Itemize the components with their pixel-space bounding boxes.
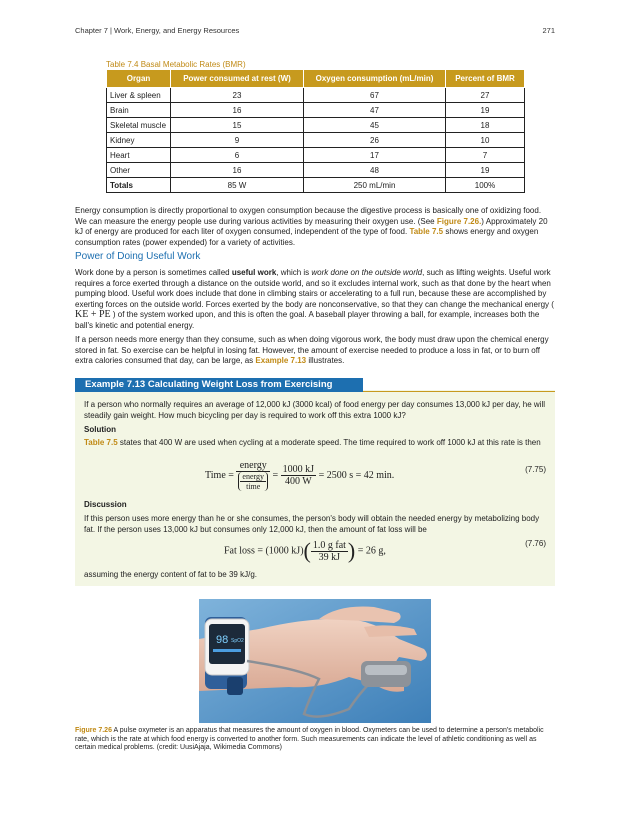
example-closing: assuming the energy content of fat to be 39 kJ/g. — [84, 570, 257, 579]
table-cell: Totals — [107, 178, 171, 193]
table-row — [107, 118, 525, 133]
table-row — [107, 148, 525, 163]
table-cell: Liver & spleen — [107, 88, 171, 103]
solution-label: Solution — [84, 425, 116, 434]
eq-lhs: Time = — [205, 469, 234, 481]
table-link[interactable]: Table 7.5 — [409, 227, 444, 237]
table-cell: 67 — [304, 88, 446, 103]
equation-number: (7.75) — [525, 465, 546, 474]
fraction-fat-per-kj — [311, 540, 348, 563]
table-cell: 250 mL/min — [304, 178, 446, 193]
table-row — [107, 163, 525, 178]
text-run: , which is — [276, 268, 312, 277]
text-run: states that 400 W are used when cycling at a moderate speed. The time required to work off 1000 kJ at this rate is then — [117, 438, 541, 447]
table-caption: Table 7.4 Basal Metabolic Rates (BMR) — [106, 60, 246, 69]
table-cell: 10 — [446, 133, 525, 148]
frac-numerator: 1.0 g fat — [312, 539, 346, 551]
table-cell: 15 — [171, 118, 304, 133]
table-cell: 7 — [446, 148, 525, 163]
table-cell: Brain — [107, 103, 171, 118]
table-totals-row — [107, 178, 525, 193]
table-cell: 23 — [171, 88, 304, 103]
photo-illustration — [199, 599, 431, 723]
table-cell: 9 — [171, 133, 304, 148]
equation-7-75 — [205, 460, 394, 491]
text-run: Work done by a person is sometimes called — [75, 268, 232, 277]
table-cell: Skeletal muscle — [107, 118, 171, 133]
example-problem: If a person who normally requires an average of 12,000 kJ (3000 kcal) of food energy per day consumes 13,000 kJ per day, he will steadily gain weight. How much bicycling per day is required to work off this extra 1000 kJ? — [84, 400, 545, 420]
table-cell: 85 W — [171, 178, 304, 193]
table-cell: 26 — [304, 133, 446, 148]
bmr-table — [106, 69, 525, 193]
frac-denominator: 39 kJ — [318, 551, 341, 563]
figure-link[interactable]: Figure 7.26. — [436, 216, 482, 226]
figure-label: Figure 7.26 — [75, 727, 112, 734]
caption-text: A pulse oxymeter is an apparatus that measures the amount of oxygen in blood. Oxymeters can be used to determine a person's metabolic rate, which is the rate at which food energy is converted to another form. Such measurements can indicate the level of athletic conditioning as well as certain medical problems. (credit: UusiAjaja, Wikimedia Commons) — [75, 727, 544, 752]
discussion-label: Discussion — [84, 500, 127, 509]
paragraph-fat-loss — [75, 335, 555, 367]
frac-denominator: 400 W — [284, 476, 312, 487]
text-run: illustrates. — [306, 356, 345, 366]
text-run: If a person needs more energy than they consume, such as when doing vigorous work, the body must draw upon the chemical energy stored in fat. So exercise can be helpful in losing fat. However, the amount of exercise needed to produce a loss in fat, or to burn off extra calories consumed that day, can be large, as — [75, 335, 549, 366]
text-run: shows energy and oxygen consumption rates (power expended) for a variety of activities. — [75, 227, 539, 247]
section-title: Power of Doing Useful Work — [75, 251, 201, 262]
eq-sign: = — [272, 469, 279, 481]
frac-denominator — [236, 472, 270, 491]
table-cell: 19 — [446, 103, 525, 118]
table-row — [107, 103, 525, 118]
screen-sub: SpO2 — [231, 638, 244, 644]
table-cell: Kidney — [107, 133, 171, 148]
table-cell: 47 — [304, 103, 446, 118]
column-header: Power consumed at rest (W) — [171, 70, 304, 88]
screen-reading: 98 — [216, 634, 229, 646]
fraction-kj-over-w — [281, 464, 316, 487]
table-cell: 16 — [171, 103, 304, 118]
paragraph-useful-work — [75, 268, 555, 332]
table-cell: 16 — [171, 163, 304, 178]
frac-numerator: energy — [242, 472, 265, 481]
column-header: Percent of BMR — [446, 70, 525, 88]
solution-text — [84, 438, 546, 449]
table-cell: 17 — [304, 148, 446, 163]
text-run: , such as lifting weights. Useful work requires a force exerted through a distance on the outside world, and so it excludes internal work, such as that done by the heart when pumping blood. Useful work does include that done in climbing stairs or accelerating to a full run, because these are accomplished by exerting forces on the outside world. Forces exerted by the body are nonconservative, so that they can change the mechanical energy ( — [75, 268, 554, 309]
table-cell: 6 — [171, 148, 304, 163]
text-run: ) Approximately 20 kJ of energy are produced for each liter of oxygen consumed, independent of the type of food. — [75, 216, 548, 237]
example-link[interactable]: Example 7.13 — [255, 356, 307, 366]
math-ke-pe: KE + PE — [75, 309, 111, 321]
eq-rhs: = 26 g, — [357, 545, 386, 557]
table-header-row — [107, 70, 525, 88]
table-row — [107, 133, 525, 148]
chapter-title: Chapter 7 | Work, Energy, and Energy Resources — [75, 26, 240, 35]
column-header: Organ — [107, 70, 171, 88]
term-useful-work: useful work — [231, 268, 277, 277]
table-cell: 48 — [304, 163, 446, 178]
definition-italic: work done on the outside world — [311, 268, 423, 277]
equation-7-76: Fat loss = (1000 kJ)( $\frac{\text{1.0 g fat}}{39 kJ}$ ) = 26 g, — [224, 538, 386, 563]
frac-denominator: time — [246, 482, 261, 491]
discussion-text: If this person uses more energy than he or she consumes, the person's body will obtain the needed energy by metabolizing body fat. If the person uses 13,000 kJ but consumes only 12,000 kJ, then the amount of fat loss will be — [84, 514, 540, 534]
table-row — [107, 88, 525, 103]
page-number: 271 — [542, 26, 555, 35]
frac-numerator: energy — [236, 460, 270, 472]
table-cell: 18 — [446, 118, 525, 133]
table-cell: Heart — [107, 148, 171, 163]
eq-rhs: = 2500 s = 42 min. — [318, 469, 395, 481]
table-cell: 45 — [304, 118, 446, 133]
nested-fraction — [238, 472, 268, 491]
fraction-energy-over-rate — [236, 460, 270, 491]
table-cell: 19 — [446, 163, 525, 178]
paragraph-energy-consumption — [75, 206, 555, 248]
pulse-oximeter-photo — [199, 599, 431, 723]
page-header — [75, 26, 555, 35]
eq-lhs: Fat loss = (1000 kJ) — [224, 545, 304, 557]
table-cell: Other — [107, 163, 171, 178]
column-header: Oxygen consumption (mL/min) — [304, 70, 446, 88]
table-link[interactable]: Table 7.5 — [84, 438, 118, 447]
text-run: ) of the system worked upon, and this is often the goal. A baseball player throwing a ball, for example, increases both the ball's kinetic and potential energy. — [75, 310, 540, 330]
figure-caption — [75, 727, 555, 753]
equation-number: (7.76) — [525, 539, 546, 548]
example-title: Example 7.13 Calculating Weight Loss from Exercising — [75, 378, 363, 392]
table-cell: 27 — [446, 88, 525, 103]
table-cell: 100% — [446, 178, 525, 193]
frac-numerator: 1000 kJ — [282, 464, 315, 475]
text-run: Energy consumption is directly proportional to oxygen consumption because the digestive process is basically one of oxidizing food. We can measure the energy people use during various activities by measuring their oxygen use. (See — [75, 206, 542, 226]
